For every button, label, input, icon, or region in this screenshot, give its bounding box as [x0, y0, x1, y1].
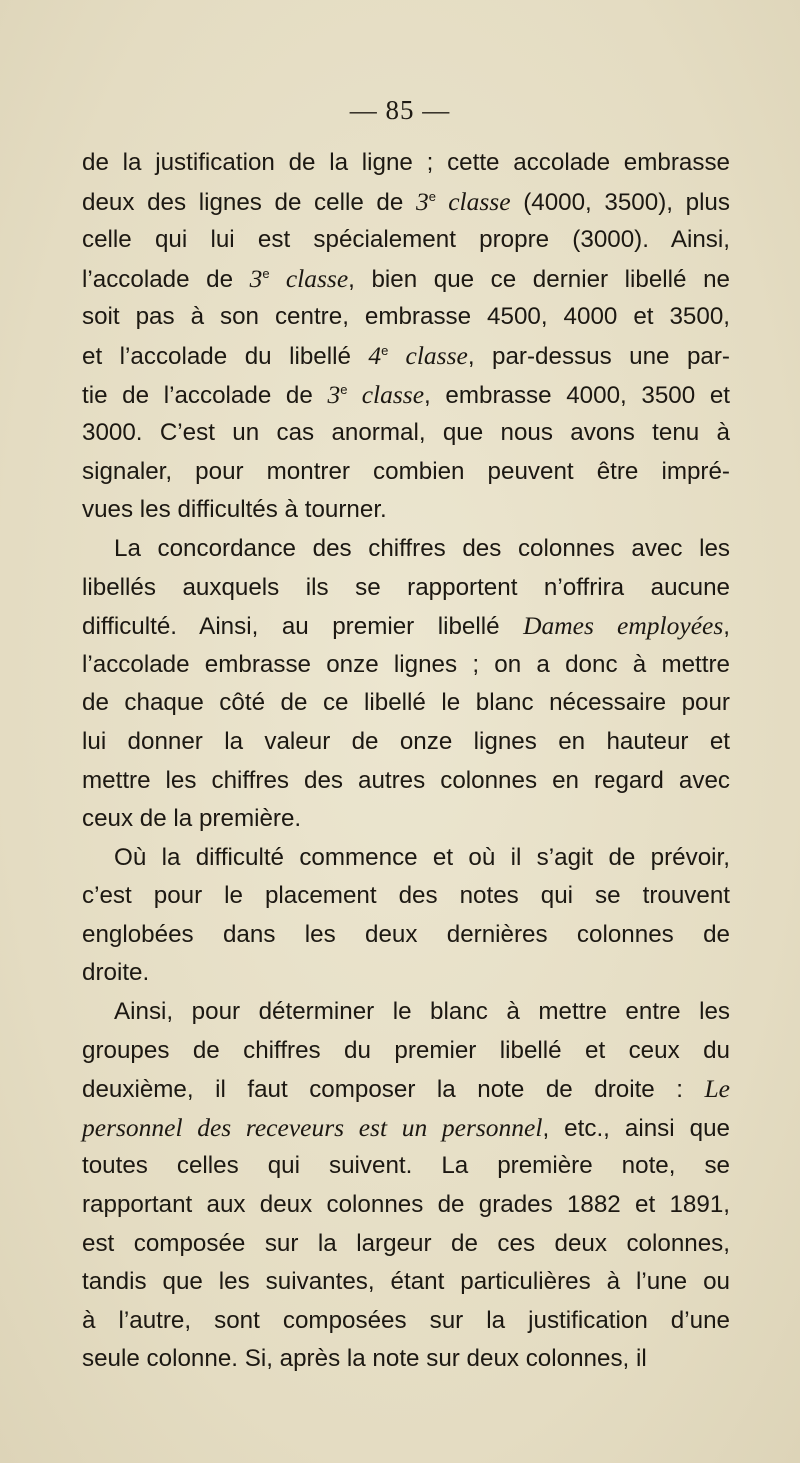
text-line	[82, 144, 730, 183]
text-segment: La concordance des chiffres des colonnes avec les	[114, 534, 730, 562]
superscript: e	[428, 188, 436, 204]
text-segment: difficulté. Ainsi, au premier libellé	[82, 613, 524, 641]
text-line	[82, 569, 730, 608]
text-line	[82, 723, 730, 762]
text-line	[82, 453, 730, 492]
italic-text: Le	[704, 1074, 730, 1104]
text-segment: l’accolade embrasse onze lignes ; on a donc à mettre	[82, 650, 730, 678]
text-segment: droite.	[82, 959, 150, 987]
body-text	[82, 144, 730, 1379]
text-line	[82, 993, 730, 1032]
text-line	[82, 414, 730, 453]
text-line	[82, 1263, 730, 1302]
text-segment: groupes de chiffres du premier libellé et ceux du	[82, 1036, 730, 1064]
italic-text: 3	[327, 379, 341, 409]
text-segment: c’est pour le placement des notes qui se trouvent	[82, 882, 730, 910]
italic-text: Dames employées	[523, 611, 724, 641]
text-segment: signaler, pour montrer combien peuvent être impré-	[82, 457, 730, 485]
text-segment: soit pas à son centre, embrasse 4500, 4000 et 3500,	[82, 303, 730, 331]
text-segment: , etc., ainsi que	[542, 1114, 731, 1142]
text-segment: lui donner la valeur de onze lignes en hauteur et	[82, 727, 730, 755]
text-segment: , embrasse 4000, 3500 et	[424, 381, 730, 409]
text-segment: , par-dessus une par-	[467, 342, 730, 370]
superscript: e	[340, 381, 348, 397]
text-segment: libellés auxquels ils se rapportent n’offrira aucune	[82, 573, 730, 601]
text-segment: deux des lignes de celle de	[82, 188, 416, 216]
text-segment: vues les difficultés à tourner.	[82, 496, 387, 524]
text-segment: Où la difficulté commence et où il s’agit de prévoir,	[114, 843, 730, 871]
text-line	[82, 298, 730, 337]
text-line	[82, 1340, 730, 1379]
text-line	[82, 337, 730, 376]
text-segment: tandis que les suivantes, étant particulières à l’une ou	[82, 1268, 730, 1296]
text-line	[82, 376, 730, 415]
text-segment: est composée sur la largeur de ces deux colonnes,	[82, 1229, 730, 1257]
text-line	[82, 839, 730, 878]
text-segment: (4000, 3500), plus	[510, 188, 730, 216]
text-segment: seule colonne. Si, après la note sur deux colonnes, il	[82, 1345, 647, 1373]
text-line	[82, 684, 730, 723]
text-segment: de chaque côté de ce libellé le blanc nécessaire pour	[82, 689, 730, 717]
italic-text: classe	[388, 340, 468, 370]
superscript: e	[381, 342, 389, 358]
text-line	[82, 1147, 730, 1186]
text-segment: de la justification de la ligne ; cette accolade embrasse	[82, 149, 730, 176]
italic-text: classe	[269, 263, 349, 293]
italic-text: 4	[368, 340, 382, 370]
text-line	[82, 530, 730, 569]
text-line	[82, 1186, 730, 1225]
italic-text: classe	[347, 379, 425, 409]
text-segment: ceux de la première.	[82, 805, 302, 833]
page-number: — 85 —	[349, 95, 451, 125]
text-line	[82, 221, 730, 260]
text-segment: deuxième, il faut composer la note de droite :	[82, 1076, 705, 1104]
italic-text: 3	[249, 263, 263, 293]
text-segment: et l’accolade du libellé	[82, 342, 369, 370]
text-segment: 3000. C’est un cas anormal, que nous avons tenu à	[82, 419, 730, 447]
text-line	[82, 800, 730, 839]
text-line	[82, 877, 730, 916]
text-segment: Ainsi, pour déterminer le blanc à mettre entre les	[114, 998, 730, 1026]
text-segment: toutes celles qui suivent. La première note, se	[82, 1152, 730, 1180]
text-segment: , bien que ce dernier libellé ne	[348, 265, 730, 293]
text-segment: mettre les chiffres des autres colonnes en regard avec	[82, 766, 730, 794]
text-line	[82, 916, 730, 955]
text-line	[82, 1109, 730, 1148]
text-line	[82, 1032, 730, 1071]
text-line	[82, 762, 730, 801]
text-segment: rapportant aux deux colonnes de grades 1882 et 1891,	[82, 1191, 730, 1219]
text-line	[82, 1070, 730, 1109]
text-line	[82, 491, 730, 530]
text-segment: à l’autre, sont composées sur la justification d’une	[82, 1306, 730, 1334]
text-line	[82, 1225, 730, 1264]
text-line	[82, 954, 730, 993]
text-line	[82, 646, 730, 685]
text-line	[82, 260, 730, 299]
text-line	[82, 183, 730, 222]
italic-text: personnel des receveurs est un personnel	[82, 1112, 543, 1142]
text-line	[82, 607, 730, 646]
text-segment: tie de l’accolade de	[82, 381, 328, 409]
text-segment: celle qui lui est spécialement propre (3000). Ainsi,	[82, 226, 730, 254]
text-segment: ,	[723, 613, 730, 641]
text-segment: englobées dans les deux dernières colonnes de	[82, 920, 730, 948]
italic-text: classe	[435, 186, 511, 216]
superscript: e	[262, 265, 270, 281]
text-line	[82, 1302, 730, 1341]
text-segment: l’accolade de	[82, 265, 250, 293]
italic-text: 3	[415, 186, 429, 216]
